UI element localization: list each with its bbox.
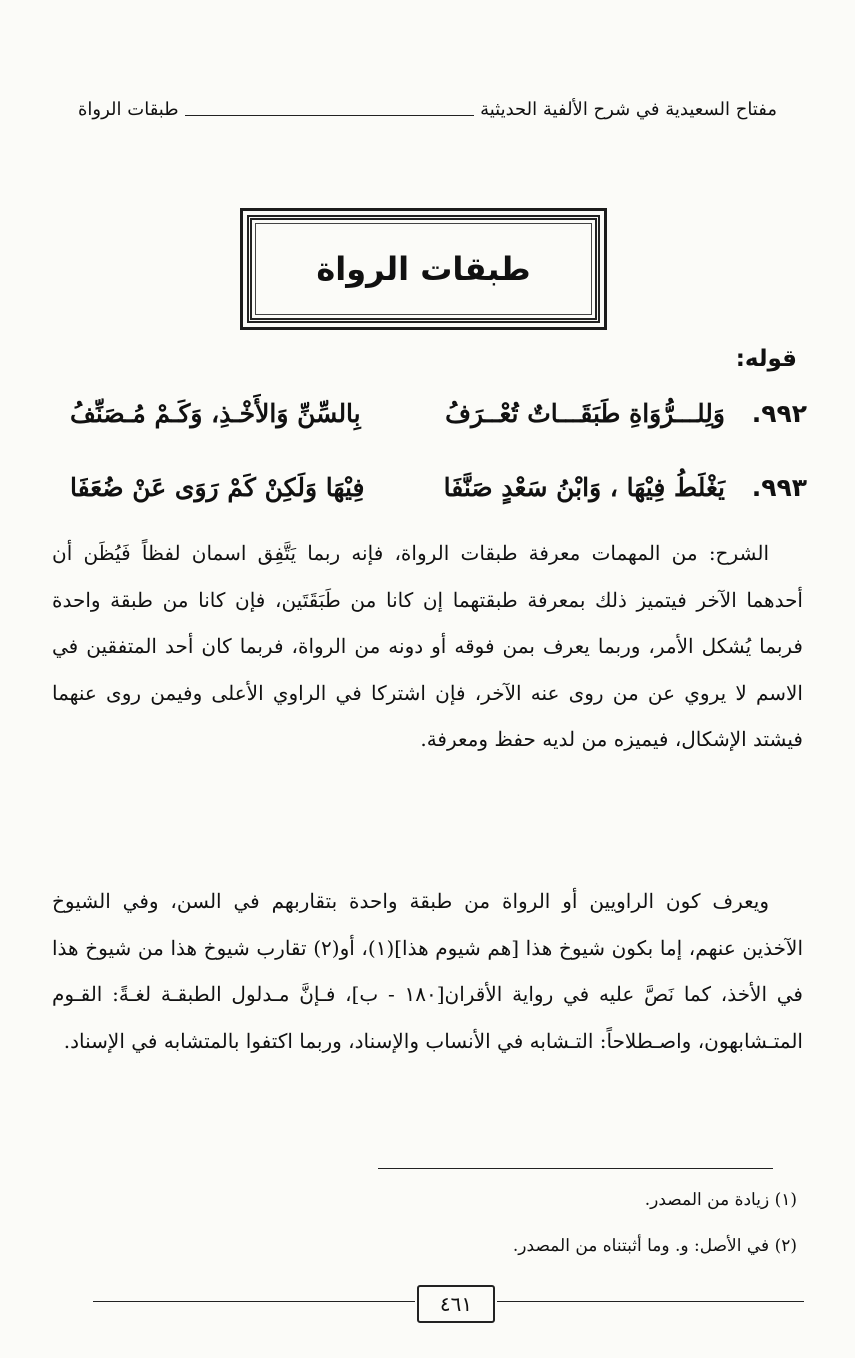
book-title: مفتاح السعيدية في شرح الألفية الحديثية — [480, 98, 777, 120]
verse-line — [70, 462, 807, 512]
footnote: (٢) في الأصل: و. وما أثبتناه من المصدر. — [512, 1236, 797, 1256]
verse-first-hemistich: يَغْلَطُ فِيْهَا ، وَابْنُ سَعْدٍ صَنَّفَا — [443, 472, 725, 502]
verse-second-hemistich: بِالسِّنِّ وَالأَخْـذِ، وَكَـمْ مُـصَنِّفُ — [70, 398, 361, 428]
header-rule — [185, 115, 475, 116]
page-number: ٤٦١ — [417, 1285, 495, 1323]
footer-rule — [497, 1301, 804, 1302]
footnote-separator — [378, 1168, 773, 1169]
intro-label: قوله: — [735, 346, 797, 372]
commentary-text: الشرح: من المهمات معرفة طبقات الرواة، فإنه ربما يَتَّفِق اسمان لفظاً فَيُظَن أن أحدهما الآخر فيتميز ذلك بمعرفة طبقتهما إن كانا من طَبَقَتَين، فإن كانا من طبقة واحدة فربما يُشكل الأمر، وربما يعرف بمن فوقه أو دونه من الرواة، فربما كان أحد المتفقين في الاسم لا يروي عن من روى عنه الآخر، فإن اشتركا في الراوي الأعلى وفيمن روى عنهما فيشتد الإشكال، فيميزه من لديه حفظ ومعرفة. — [52, 541, 803, 751]
section-title-border — [247, 215, 600, 323]
footnote: (١) زيادة من المصدر. — [644, 1190, 797, 1210]
verse-number: ٩٩٢. — [751, 398, 807, 428]
footer-rule — [93, 1301, 415, 1302]
verse-line — [70, 388, 807, 438]
verse-number: ٩٩٣. — [751, 472, 807, 502]
commentary-paragraph — [52, 530, 803, 763]
section-title-frame — [240, 208, 607, 330]
verse-first-hemistich: وَلِلـــرُّوَاةِ طَبَقَـــاتٌ تُعْــرَفُ — [445, 398, 725, 428]
verse-second-hemistich: فِيْهَا وَلَكِنْ كَمْ رَوَى عَنْ ضُعَفَا — [70, 472, 365, 502]
commentary-text: ويعرف كون الراويين أو الرواة من طبقة واحدة بتقاربهم في السن، وفي الشيوخ الآخذين عنهم، إما بكون شيوخ هذا [هم شيوم هذا](١)، أو(٢) تقارب شيوخ هذا من شيوخ هذا في الأخذ، كما نَصَّ عليه في رواية الأقران[١٨٠ - ب]، فـإنَّ مـدلول الطبقـة لغـةً: القـوم المتـشابهون، واصـطلاحاً: التـشابه في الأنساب والإسناد، وربما اكتفوا بالمتشابه في الإسناد. — [52, 889, 804, 1053]
chapter-title: طبقات الرواة — [78, 98, 179, 120]
running-header — [78, 92, 777, 126]
section-title: طبقات الرواة — [316, 250, 531, 288]
commentary-paragraph — [52, 878, 803, 1064]
